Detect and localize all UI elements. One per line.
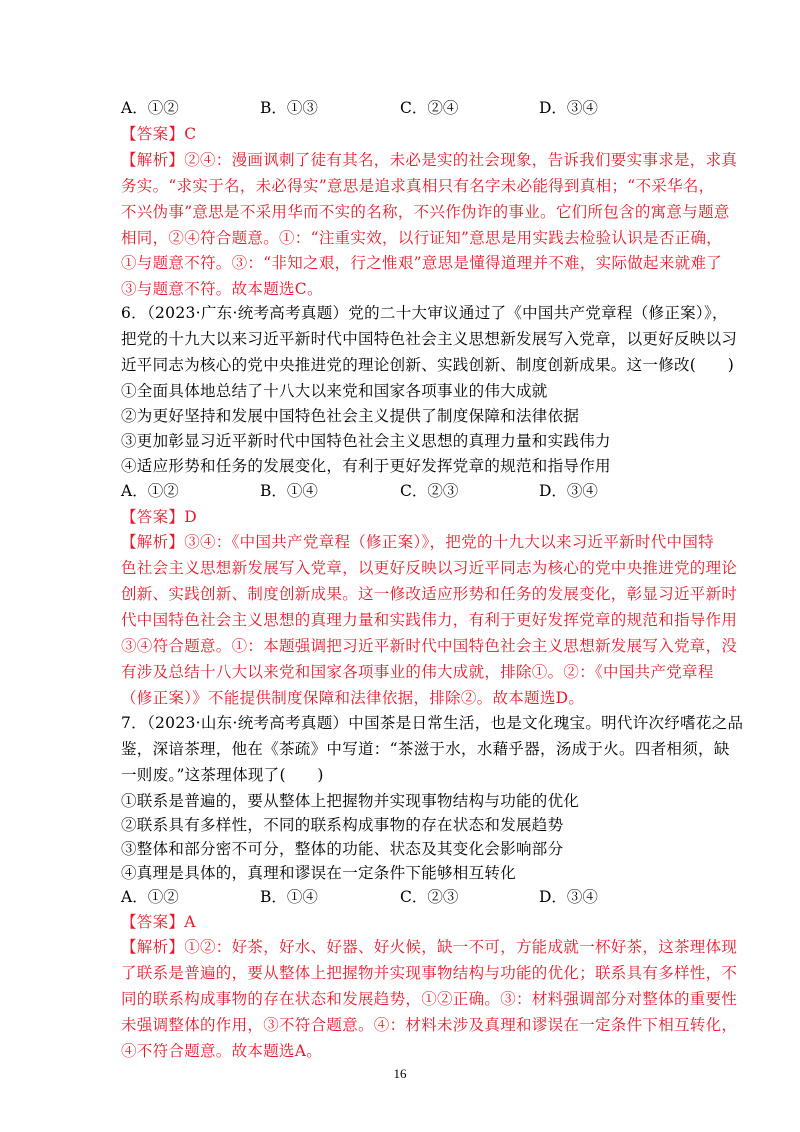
q5-analysis-line: ①与题意不符。③：“非知之艰，行之惟艰”意思是懂得道理并不难，实际做起来就难了 xyxy=(121,254,723,272)
q6-stem-line: 把党的十九大以来习近平新时代中国特色社会主义思想新发展写入党章，以更好反映以习 xyxy=(121,330,738,348)
q6-analysis-line: 色社会主义思想新发展写入党章，以更好反映以习近平同志为核心的党中央推进党的理论 xyxy=(121,559,738,577)
q7-answer: 【答案】A xyxy=(121,913,196,931)
q7-option-b: B．①④ xyxy=(260,888,318,906)
q6-stem-line: 近平同志为核心的党中央推进党的理论创新、实践创新、制度创新成果。这一修改( ) xyxy=(121,356,735,374)
q6-item: ②为更好坚持和发展中国特色社会主义提供了制度保障和法律依据 xyxy=(121,407,580,425)
q5-option-a: A．①② xyxy=(121,99,179,117)
q6-option-b: B．①④ xyxy=(260,482,318,500)
q7-item: ①联系是普遍的，要从整体上把握物并实现事物结构与功能的优化 xyxy=(121,792,580,810)
q7-option-a: A．①② xyxy=(121,888,179,906)
q5-option-c: C．②④ xyxy=(400,99,459,117)
q7-item: ③整体和部分密不可分，整体的功能、状态及其变化会影响部分 xyxy=(121,840,564,858)
q7-stem-line: 一则废。”这茶理体现了( ) xyxy=(121,766,324,784)
q7-stem-line: 鉴，深谙茶理，他在《茶疏》中写道：“茶滋于水，水藉乎器，汤成于火。四者相须，缺 xyxy=(121,740,730,758)
q5-analysis-line: 【解析】②④：漫画讽刺了徒有其名，未必是实的社会现象，告诉我们要实事求是，求真 xyxy=(121,151,738,169)
q7-analysis-line: 了联系是普遍的，要从整体上把握物并实现事物结构与功能的优化；联系具有多样性，不 xyxy=(121,964,738,982)
q7-stem-line: 7．（2023·山东·统考高考真题）中国茶是日常生活，也是文化瑰宝。明代许次纾嗜花之品 xyxy=(121,714,744,732)
q5-analysis-line: 务实。“求实于名，未必得实”意思是追求真相只有名字未必能得到真相；“不采华名， xyxy=(121,177,715,195)
q5-analysis-line: 相同，②④符合题意。①：“注重实效，以行证知”意思是用实践去检验认识是否正确， xyxy=(121,229,723,247)
page-number: 16 xyxy=(393,1066,407,1081)
q6-analysis-line: ③④符合题意。①：本题强调把习近平新时代中国特色社会主义思想新发展写入党章，没 xyxy=(121,637,738,655)
q6-item: ①全面具体地总结了十八大以来党和国家各项事业的伟大成就 xyxy=(121,382,548,400)
q6-item: ④适应形势和任务的发展变化，有利于更好发挥党章的规范和指导作用 xyxy=(121,457,611,475)
q5-option-d: D．③④ xyxy=(539,99,598,117)
q7-analysis-line: ④不符合题意。故本题选A。 xyxy=(121,1042,323,1060)
q6-analysis-line: 创新、实践创新、制度创新成果。这一修改适应形势和任务的发展变化，彰显习近平新时 xyxy=(121,585,738,603)
q7-option-c: C．②③ xyxy=(400,888,459,906)
q6-answer: 【答案】D xyxy=(121,508,197,526)
q6-analysis-line: 代中国特色社会主义思想的真理力量和实践伟力，有利于更好发挥党章的规范和指导作用 xyxy=(121,611,738,629)
q6-option-d: D．③④ xyxy=(539,482,598,500)
q7-option-d: D．③④ xyxy=(539,888,598,906)
q5-analysis-line: ③与题意不符。故本题选C。 xyxy=(121,280,323,298)
q7-analysis-line: 同的联系构成事物的存在状态和发展趋势，①②正确。③：材料强调部分对整体的重要性 xyxy=(121,990,738,1008)
q6-stem-line: 6．（2023·广东·统考高考真题）党的二十大审议通过了《中国共产党章程（修正案）》， xyxy=(121,304,728,322)
q6-analysis-line: 有涉及总结十八大以来党和国家各项事业的伟大成就，排除①。②：《中国共产党章程 xyxy=(121,663,714,681)
q6-analysis-line: （修正案）》不能提供制度保障和法律依据，排除②。故本题选D。 xyxy=(121,689,585,707)
q7-item: ②联系具有多样性，不同的联系构成事物的存在状态和发展趋势 xyxy=(121,816,564,834)
q6-analysis-line: 【解析】③④：《中国共产党章程（修正案）》，把党的十九大以来习近平新时代中国特 xyxy=(121,533,714,551)
q6-option-a: A．①② xyxy=(121,482,179,500)
q5-options xyxy=(121,96,681,120)
q6-options xyxy=(121,479,681,503)
q7-analysis-line: 【解析】①②：好茶，好水、好器、好火候，缺一不可，方能成就一杯好茶，这茶理体现 xyxy=(121,938,738,956)
q5-answer: 【答案】C xyxy=(121,125,197,143)
q7-options xyxy=(121,885,681,909)
q7-analysis-line: 未强调整体的作用，③不符合题意。④：材料未涉及真理和谬误在一定条件下相互转化， xyxy=(121,1016,738,1034)
q6-item: ③更加彰显习近平新时代中国特色社会主义思想的真理力量和实践伟力 xyxy=(121,432,611,450)
q6-option-c: C．②③ xyxy=(400,482,459,500)
q7-item: ④真理是具体的，真理和谬误在一定条件下能够相互转化 xyxy=(121,864,517,882)
q5-analysis-line: 不兴伪事”意思是不采用华而不实的名称，不兴作伪诈的事业。它们所包含的寓意与题意 xyxy=(121,203,730,221)
q5-option-b: B．①③ xyxy=(260,99,318,117)
